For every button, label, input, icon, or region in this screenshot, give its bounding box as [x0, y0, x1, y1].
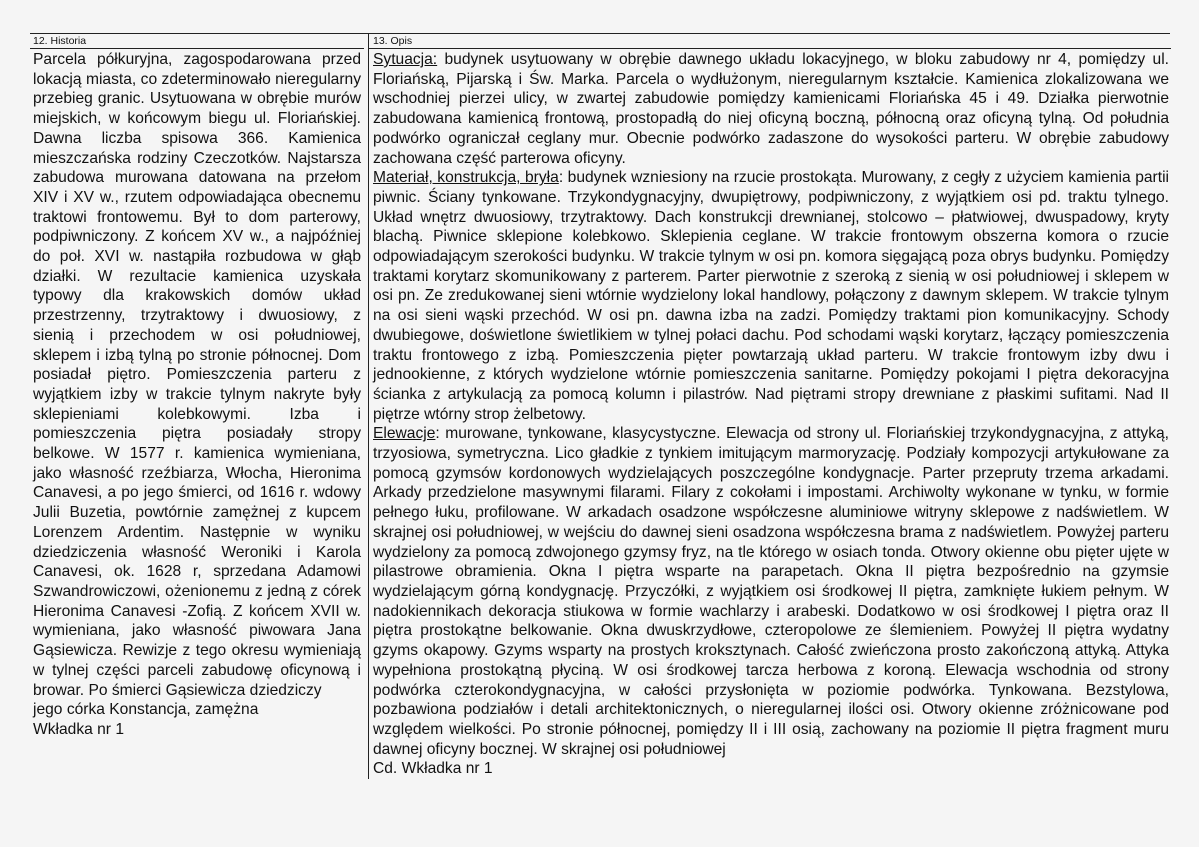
history-text: Parcela półkuryjna, zagospodarowana przed lokacją miasta, co zdeterminowało nieregularny przebieg granic. Usytuowana w obrębie murów miejskich, w końcowym biegu ul. Floriańskiej. Dawna liczba spisowa 366. Kamienica mieszczańska rodziny Czeczotków. Najstarsza zabudowa murowana datowana na przełom XIV i XV w., rzutem odpowiadająca obecnemu traktowi frontowemu. Był to dom parterowy, podpiwniczony. Z końcem XV w., a najpóźniej do poł. XVI w. nastąpiła rozbudowa w głąb działki. W rezultacie kamienica uzyskała typowy dla krakowskich domów układ przestrzenny, trzytraktowy i dwuosiowy, z sienią i przechodem w osi południowej, sklepem i izbą tylną po stronie północnej. Dom posiadał piętro. Pomieszczenia parteru z wyjątkiem izby w trakcie tylnym nakryte były sklepieniami kolebkowymi. Izba i pomieszczenia piętra posiadały stropy belkowe. W 1577 r. kamienica wymieniana, jako własność rzeźbiarza, Włocha, Hieronima Canavesi, a po jego śmierci, od 1616 r. wdowy Julii Buzetia, powtórnie zamężnej z kupcem Lorenzem Ardentim. Następnie w wyniku dziedziczenia własność Weroniki i Karola Canavesi, ok. 1628 r, sprzedana Adamowi Szwandrowiczowi, ożenionemu z jedną z córek Hieronima Canavesi -Zofią. Z końcem XVII w. wymieniana, jako własność piwowara Jana Gąsiewicza. Rewizje z tego okresu wymieniają w tylnej części parceli zabudowę oficynową i browar. Po śmierci Gąsiewicza dziedziczy [33, 51, 361, 699]
description-body [369, 49, 1171, 779]
history-footer: Wkładka nr 1 [33, 720, 124, 738]
history-header: 12. Historia [30, 34, 364, 49]
section-text-elevations: : murowane, tynkowane, klasycystyczne. Elewacja od strony ul. Floriańskiej trzykondygnacyjna, z attyką, trzyosiowa, symetryczna. Lico gładkie z tynkiem imitującym marmoryzację. Podziały kompozycji artykułowane za pomocą gzymsów kordonowych wydzielających poszczególne kondygnacje. Parter przepruty trzema arkadami. Arkady przedzielone masywnymi filarami. Filary z cokołami i impostami. Archiwolty wykonane w tynku, w formie pełnego łuku, profilowane. W arkadach osadzone współczesne aluminiowe witryny sklepowe z nadświetlem. W skrajnej osi południowej, w wejściu do dawnej sieni osadzona współczesna brama z nadświetlem. Powyżej parteru wydzielony za pomocą zdwojonego gzymsy fryz, na tle którego w osiach tonda. Otwory okienne obu pięter ujęte w pilastrowe obramienia. Okna I piętra wsparte na parapetach. Okna II piętra bezpośrednio na gzymsie wydzielającym górną kondygnację. Przyczółki, z wyjątkiem osi środkowej II piętra, zamknięte łukiem pełnym. W nadokiennikach dekoracja stiukowa w formie wachlarzy i arabeski. Dodatkowo w osi środkowej I piętra oraz II piętra prostokątne belkowanie. Okna dwuskrzydłowe, czteropolowe ze ślemieniem. Powyżej II piętra wydatny gzyms okapowy. Gzyms wsparty na prostych kroksztynach. Całość zwieńczona prosto zakończoną attyką. Attyka wypełniona prostokątną płyciną. W osi środkowej tarcza herbowa z koroną. Elewacja wschodnia od strony podwórka czterokondygnacyjna, w całości przysłonięta w poziomie podwórka. Tynkowana. Bezstylowa, pozbawiona podziałów i detali architektonicznych, o nieregularnej ilości osi. Otwory okienne zróżnicowane pod względem wielkości. Po stronie północnej, pomiędzy II i III osią, zachowany na poziomie II piętra fragment muru dawnej oficyny bocznej. W skrajnej osi południowej [373, 425, 1169, 758]
description-header: 13. Opis [369, 34, 1171, 49]
section-material [373, 168, 1169, 424]
history-body [30, 49, 364, 740]
section-elevations [373, 424, 1169, 759]
description-column [368, 34, 1171, 779]
history-column [30, 34, 364, 740]
section-title-elevations: Elewacje [373, 425, 436, 443]
form-sheet [30, 33, 1170, 824]
section-situation [373, 50, 1169, 168]
history-last-line: jego córka Konstancja, zamężna [33, 701, 259, 719]
section-title-material: Materiał, konstrukcja, bryła [373, 169, 559, 187]
section-title-situation: Sytuacja: [373, 51, 438, 68]
description-footer: Cd. Wkładka nr 1 [373, 760, 493, 778]
section-text-material: : budynek wzniesiony na rzucie prostokąta. Murowany, z cegły z użyciem kamienia partii piwnic. Ściany tynkowane. Trzykondygnacyjny, dwupiętrowy, podpiwniczony, z wyjątkiem osi pd. traktu tylnego. Układ wnętrz dwuosiowy, trzytraktowy. Dach konstrukcji drewnianej, stolcowo – płatwiowej, dwuspadowy, kryty blachą. Piwnice sklepione kolebkowo. Sklepienia ceglane. W trakcie frontowym obszerna komora o rzucie odpowiadającym szerokości budynku. W trakcie tylnym w osi pn. komora sięgającą poza obrys budynku. Pomiędzy traktami korytarz skomunikowany z parterem. Parter pierwotnie z szeroką z sienią w osi południowej i sklepem w osi pn. Ze zredukowanej sieni wtórnie wydzielony lokal handlowy, połączony z dawnym sklepem. W trakcie tylnym na osi sieni wąski przechód. W osi pn. dawna izba na zadzi. Pomiędzy traktami pion komunikacyjny. Schody dwubiegowe, doświetlone świetlikiem w tylnej połaci dachu. Pod schodami wąski korytarz, łączący pomieszczenia traktu frontowego z izbą. Pomieszczenia pięter powtarzają układ parteru. W trakcie frontowym izby dwu i jednookienne, z których wydzielone wtórnie pomieszczenia sanitarne. Pomiędzy pokojami I piętra dekoracyjna ścianka z artykulacją za pomocą kolumn i pilastrów. Nad piętrami stropy drewniane z płaskimi sufitami. Nad II piętrze wtórny strop żelbetowy. [373, 169, 1169, 423]
section-text-situation: budynek usytuowany w obrębie dawnego układu lokacyjnego, w bloku zabudowy nr 4, pomiędzy ul. Floriańską, Pijarską i Św. Marka. Parcela o wydłużonym, nieregularnym kształcie. Kamienica zlokalizowana we wschodniej pierzei ulicy, w zwartej zabudowie pomiędzy kamienicami Floriańska 45 i 49. Działka pierwotnie zabudowana kamienicą frontową, prostopadłą do niej oficyną boczną, północną oraz oficyną tylną. Od południa podwórko ograniczał ceglany mur. Obecnie podwórko zadaszone do wysokości parteru. W obrębie zabudowy zachowana część parterowa oficyny. [373, 51, 1169, 167]
